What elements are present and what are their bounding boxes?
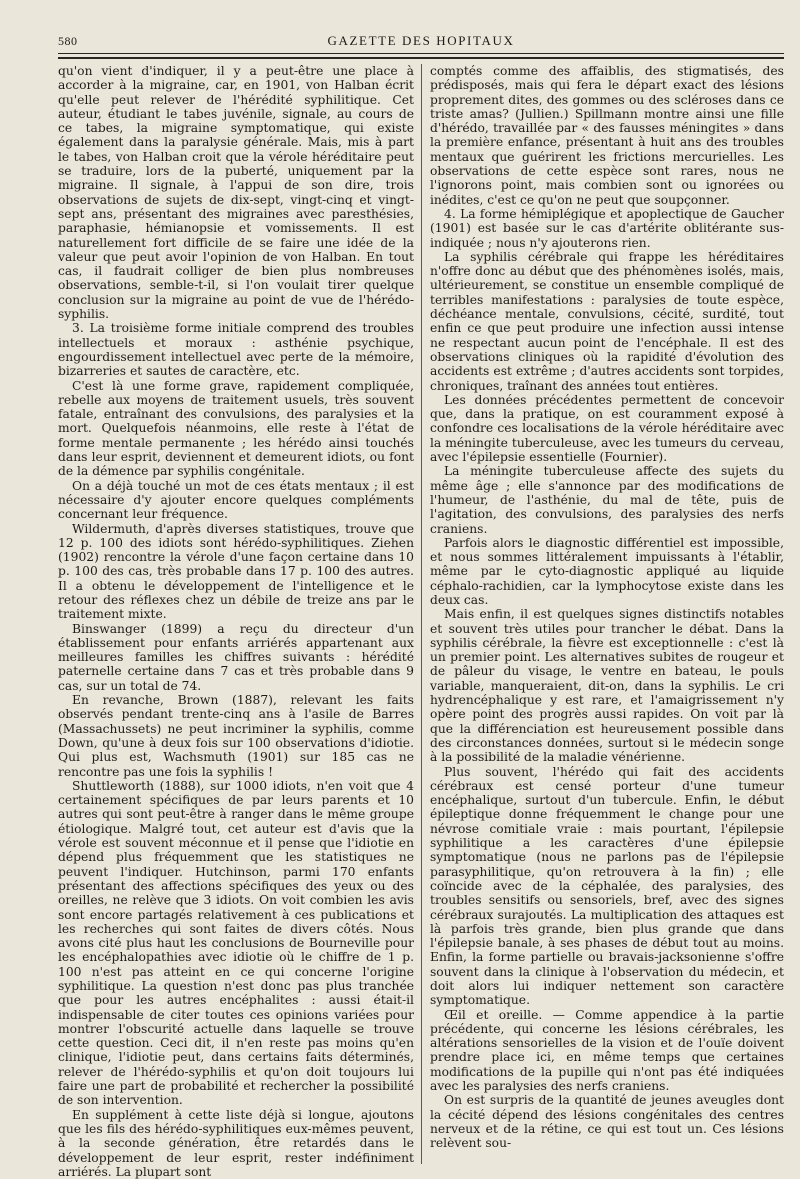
paragraph: Parfois alors le diagnostic différentiel est impossible, et nous sommes littéralement impuissants à l'établir, même par le cyto-diagnostic appliqué au liquide céphalo-rachidien, car la lymphocytose existe dans les deux cas. <box>430 535 784 607</box>
paragraph: Shuttleworth (1888), sur 1000 idiots, n'en voit que 4 certainement spécifiques de par leurs parents et 10 autres qui sont peut-être à ranger dans le même groupe étiologique. Malgré tout, cet auteur est d'avis que la vérole est souvent méconnue et il pense que l'idiotie en dépend plus fréquemment que les statistiques ne peuvent l'indiquer. Hutchinson, parmi 170 enfants présentant des affections spécifiques des yeux ou des oreilles, ne relève que 3 idiots. On voit combien les avis sont encore partagés relativement à ces publications et les recherches qui sont faites de divers côtés. Nous avons cité plus haut les conclusions de Bourneville pour les encéphalopathies avec idiotie où le chiffre de 1 p. 100 n'est pas atteint en ce qui concerne l'origine syphilitique. La question n'est donc pas plus tranchée que pour les autres encéphalites : aussi était-il indispensable de citer toutes ces opinions variées pour montrer l'obscurité actuelle dans laquelle se trouve cette question. Ceci dit, il n'en reste pas moins qu'en clinique, l'idiotie peut, dans certains faits déterminés, relever de l'hérédo-syphilis et qu'on doit toujours lui faire une part de probabilité et rechercher la possibilité de son intervention. <box>58 778 414 1108</box>
paragraph: Les données précédentes permettent de concevoir que, dans la pratique, on est couramment exposé à confondre ces localisations de la vérole héréditaire avec la méningite tuberculeuse, avec les tumeurs du cerveau, avec l'épilepsie essentielle (Fournier). <box>430 392 784 465</box>
paragraph: On est surpris de la quantité de jeunes aveugles dont la cécité dépend des lésions congénitales des centres nerveux et de la rétine, ce qui est tout un. Ces lésions relèvent sou- <box>430 1093 784 1151</box>
paragraph: 3. La troisième forme initiale comprend des troubles intellectuels et moraux : asthénie psychique, engourdissement intellectuel avec perte de la mémoire, bizarreries et sautes de caractère, etc. <box>58 321 414 379</box>
paragraph: 4. La forme hémiplégique et apoplectique de Gaucher (1901) est basée sur le cas d'artérite oblitérante sus-indiquée ; nous n'y ajouterons rien. <box>430 206 784 250</box>
paragraph: Binswanger (1899) a reçu du directeur d'un établissement pour enfants arriérés appartenant aux meilleures familles les chiffres suivants : hérédité paternelle certaine dans 7 cas et très probable dans 9 cas, sur un total de 74. <box>58 621 414 693</box>
paragraph: Mais enfin, il est quelques signes distinctifs notables et souvent très utiles pour trancher le débat. Dans la syphilis cérébrale, la fièvre est exceptionnelle : c'est là un premier point. Les alternatives subites de rougeur et de pâleur du visage, le ventre en bateau, le pouls variable, manqueraient, dit-on, dans la syphilis. Le cri hydrencéphalique y est rare, et l'amaigrissement n'y opère point des progrès aussi rapides. On voit par là que la différenciation est heureusement possible dans des circonstances données, surtout si le médecin songe à la possibilité de la maladie vénérienne. <box>430 607 784 765</box>
paragraph: La méningite tuberculeuse affecte des sujets du même âge ; elle s'annonce par des modifications de l'humeur, de l'asthénie, du mal de tête, puis de l'agitation, des convulsions, des paralysies des nerfs craniens. <box>430 464 784 536</box>
column-divider <box>421 64 422 1164</box>
section-paragraph-oeil-oreille: Œil et oreille. — Comme appendice à la partie précédente, qui concerne les lésions cérébrales, les altérations sensorielles de la vision et de l'ouïe doivent prendre place ici, en même temps que certaines modifications de la pupille qui n'ont pas été indiquées avec les paralysies des nerfs craniens. <box>430 1007 784 1094</box>
paragraph: En supplément à cette liste déjà si longue, ajoutons que les fils des hérédo-syphilitiques eux-mêmes peuvent, à la seconde génération, être retardés dans le développement de leur esprit, rester indéfiniment arriérés. La plupart sont <box>58 1107 414 1179</box>
paragraph: C'est là une forme grave, rapidement compliquée, rebelle aux moyens de traitement usuels, très souvent fatale, entraînant des convulsions, des paralysies et la mort. Quelquefois néanmoins, elle reste à l'état de forme mentale permanente ; les hérédo ainsi touchés dans leur esprit, deviennent et demeurent idiots, ou font de la démence par syphilis congénitale. <box>58 378 414 479</box>
page-number: 580 <box>58 34 78 48</box>
paragraph: On a déjà touché un mot de ces états mentaux ; il est nécessaire d'y ajouter encore quelques compléments concernant leur fréquence. <box>58 478 414 522</box>
right-column <box>430 64 784 1164</box>
paragraph: qu'on vient d'indiquer, il y a peut-être une place à accorder à la migraine, car, en 1901, von Halban écrit qu'elle peut relever de l'hérédité syphilitique. Cet auteur, étudiant le tabes juvénile, signale, au cours de ce tabes, la migraine symptomatique, qui existe également dans la paralysie générale. Mais, mis à part le tabes, von Halban croit que la vérole héréditaire peut se traduire, lors de la puberté, uniquement par la migraine. Il signale, à l'appui de son dire, trois observations de sujets de dix-sept, vingt-cinq et vingt-sept ans, présentant des migraines avec paresthésies, paraphasie, hémianopsie et vomissements. Il est naturellement fort difficile de se faire une idée de la valeur que peut avoir l'opinion de von Halban. En tout cas, il faudrait colliger de bien plus nombreuses observations, semble-t-il, si l'on voulait tirer quelque conclusion sur la migraine au point de vue de l'hérédo-syphilis. <box>58 64 414 322</box>
paragraph: comptés comme des affaiblis, des stigmatisés, des prédisposés, mais qui fera le départ exact des lésions proprement dites, des gommes ou des scléroses dans ce triste amas? (Jullien.) Spillmann montre ainsi une fille d'hérédo, travaillée par « des fausses méningites » dans la première enfance, présentant à huit ans des troubles mentaux que guérirent les frictions mercurielles. Les observations de cette espèce sont rares, nous ne l'ignorons point, mais combien sont ou ignorées ou inédites, c'est ce qu'on ne peut que soupçonner. <box>430 64 784 207</box>
header-rule-thin <box>58 53 784 54</box>
paragraph: Wildermuth, d'après diverses statistiques, trouve que 12 p. 100 des idiots sont hérédo-syphilitiques. Ziehen (1902) rencontre la vérole d'une façon certaine dans 10 p. 100 des cas, très probable dans 17 p. 100 des autres. Il a obtenu le développement de l'intelligence et le retour des réflexes chez un débile de treize ans par le traitement mixte. <box>58 521 414 622</box>
header-rule-thick <box>58 57 784 59</box>
paragraph: La syphilis cérébrale qui frappe les héréditaires n'offre donc au début que des phénomènes isolés, mais, ultérieurement, se constitue un ensemble compliqué de terribles manifestations : paralysies de toute espèce, déchéance mentale, convulsions, cécité, surdité, tout enfin ce que peut produire une infection aussi intense ne respectant aucun point de l'encéphale. Il est des observations cliniques où la rapidité d'évolution des accidents est extrême ; d'autres accidents sont torpides, chroniques, traînant des années tout entières. <box>430 249 784 393</box>
paragraph: Plus souvent, l'hérédo qui fait des accidents cérébraux est censé porteur d'une tumeur encéphalique, surtout d'un tubercule. Enfin, le début épileptique donne fréquemment le change pour une névrose comitiale vraie : mais pourtant, l'épilepsie syphilitique a les caractères d'une épilepsie symptomatique (nous ne parlons pas de l'épilepsie parasyphilitique, qu'on retrouvera à la fin) ; elle coïncide avec de la céphalée, des paralysies, des troubles sensitifs ou sensoriels, bref, avec des signes cérébraux surajoutés. La multiplication des attaques est là parfois très grande, bien plus grande que dans l'épilepsie banale, à ses phases de début tout au moins. Enfin, la forme partielle ou bravais-jacksonienne s'offre souvent dans la clinique à l'observation du médecin, et doit alors lui indiquer nettement son caractère symptomatique. <box>430 764 784 1008</box>
journal-title: GAZETTE DES HOPITAUX <box>327 33 515 48</box>
left-column <box>58 64 414 1179</box>
paragraph: En revanche, Brown (1887), relevant les faits observés pendant trente-cinq ans à l'asile de Barres (Massachussets) ne peut incriminer la syphilis, comme Down, qu'une à deux fois sur 100 observations d'idiotie. Qui plus est, Wachsmuth (1901) sur 185 cas ne rencontre pas une fois la syphilis ! <box>58 693 414 779</box>
